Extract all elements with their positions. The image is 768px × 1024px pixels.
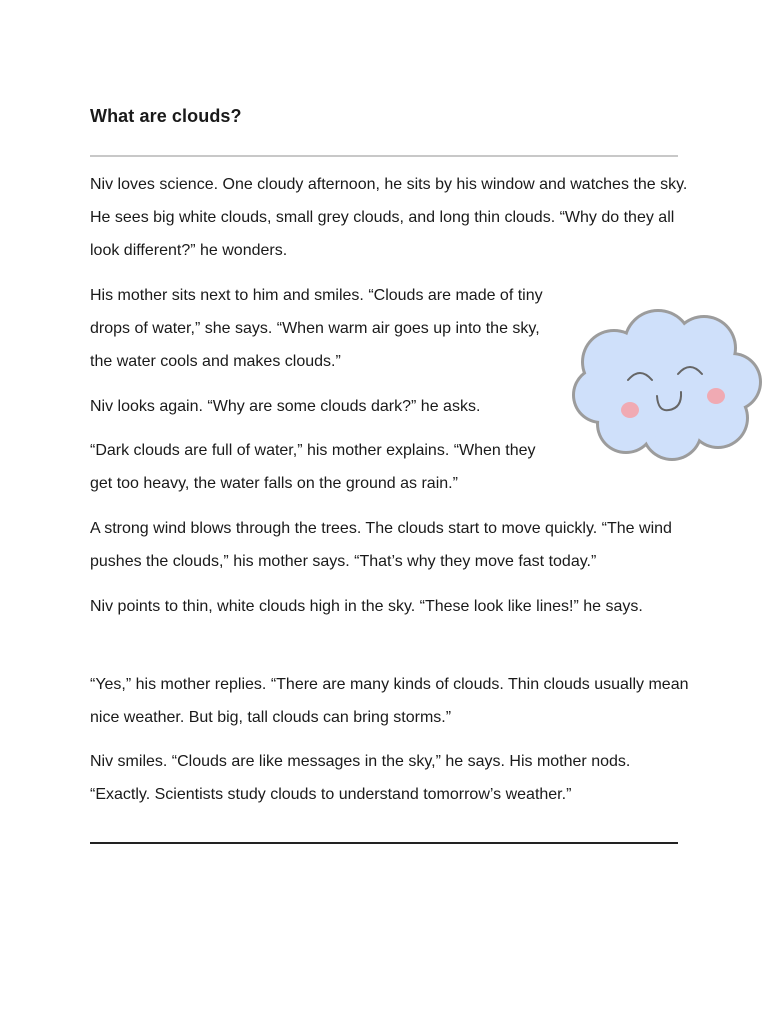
- paragraph-2: His mother sits next to him and smiles. “Clouds are made of tiny drops of water,” she says. “When warm air goes up into the sky, the water cools and makes clouds.”: [90, 287, 543, 370]
- smiling-cloud-graphic: [568, 300, 764, 462]
- paragraph-4: “Dark clouds are full of water,” his mother explains. “When they get too heavy, the water falls on the ground as rain.”: [90, 442, 536, 492]
- paragraph-3: Niv looks again. “Why are some clouds dark?” he asks.: [90, 398, 481, 415]
- page-title: What are clouds?: [90, 106, 242, 126]
- paragraph-5: A strong wind blows through the trees. The clouds start to move quickly. “The wind pushes the clouds,” his mother says. “That’s why they move fast today.”: [90, 520, 672, 570]
- paragraph-1: Niv loves science. One cloudy afternoon, he sits by his window and watches the sky. He sees big white clouds, small grey clouds, and long thin clouds. “Why do they all look different?” he wonders.: [90, 176, 688, 259]
- paragraph-7: “Yes,” his mother replies. “There are many kinds of clouds. Thin clouds usually mean nice weather. But big, tall clouds can bring storms.”: [90, 676, 689, 726]
- right-cheek: [707, 388, 725, 404]
- cloud-body: [572, 309, 762, 461]
- left-cheek: [621, 402, 639, 418]
- bottom-divider: [90, 842, 678, 844]
- title-divider: [90, 155, 678, 157]
- smiling-cloud-icon: [568, 300, 764, 462]
- paragraph-8: Niv smiles. “Clouds are like messages in the sky,” he says. His mother nods. “Exactly. Scientists study clouds to understand tomorrow’s weather.”: [90, 753, 631, 803]
- paragraph-6: Niv points to thin, white clouds high in the sky. “These look like lines!” he says.: [90, 598, 643, 615]
